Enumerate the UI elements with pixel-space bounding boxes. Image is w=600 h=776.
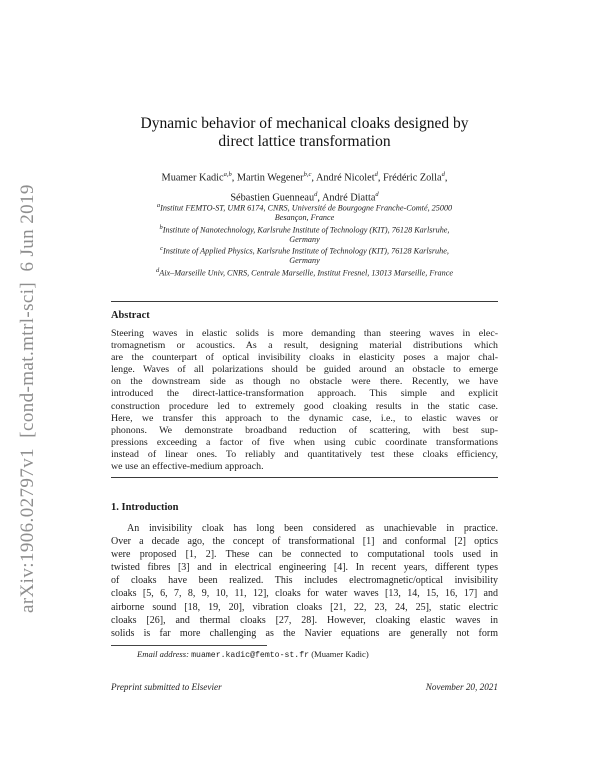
- introduction-line: solids is far more challenging as the Navier equations are generally not form: [111, 627, 498, 639]
- affiliation-line: $^a$Institut FEMTO-ST, UMR 6174, CNRS, Université de Bourgogne Franche-Comté, 25000: [156, 202, 453, 213]
- abstract-line: tromagnetism or acoustics. As a result, designing material distributions which: [111, 340, 498, 352]
- email-address: muamer.kadic@femto-st.fr: [191, 651, 310, 660]
- introduction-line: airborne sound [18, 19, 20], vibration cloaks [21, 22, 23, 24, 25], static electric: [111, 601, 498, 613]
- abstract-line: are the counterpart of optical invisibility cloaks in elasticity poses a major chal-: [111, 352, 498, 364]
- affiliation-superscript: b: [159, 223, 163, 231]
- author-name: , André Nicolet: [311, 172, 375, 184]
- author-affiliation-superscript: d: [375, 191, 379, 199]
- title-line-1: Dynamic behavior of mechanical cloaks designed by: [140, 115, 469, 132]
- footer-date: November 20, 2021: [425, 682, 498, 692]
- author-line: [111, 166, 498, 186]
- email-name-suffix: (Muamer Kadic): [309, 649, 369, 659]
- footer-journal: Preprint submitted to Elsevier: [111, 682, 222, 692]
- abstract-line: Here, we transfer this approach to the dynamic case, i.e., to elastic waves or: [111, 412, 498, 424]
- abstract-line: we use an effective-medium approach.: [111, 461, 264, 473]
- author-affiliation-superscript: b,c: [303, 171, 312, 178]
- section-heading-introduction: 1. Introduction: [111, 502, 179, 513]
- footnote-rule: [111, 645, 267, 646]
- abstract-line: introduced the direct-lattice-transformation approach. This simple and explicit: [111, 388, 498, 400]
- author-affiliation-superscript: a,b: [223, 171, 232, 178]
- author-name: Muamer Kadic: [161, 172, 224, 184]
- abstract-line: instead of linear ones. To reliably and quantitatively test these cloaks efficiency,: [111, 448, 498, 460]
- introduction-line: twisted fibres [3] and in electrical engineering [4]. In recent years, different types: [111, 562, 498, 574]
- introduction-line: An invisibility cloak has long been considered as unachievable in practice.: [127, 523, 498, 534]
- abstract-line: pressions exceeding a factor of five when using cubic coordinate transformations: [111, 436, 498, 448]
- introduction-line: cloaks [5, 6, 7, 8, 9, 10, 11, 12], cloaks for water waves [13, 14, 15, 16, 17] and: [111, 588, 498, 600]
- introduction-line: cloaks [26], and thermal cloaks [27, 28]. However, cloaking elastic waves in: [111, 614, 498, 626]
- introduction-line: Over a decade ago, the concept of transformational [1] and conformal [2] optics: [111, 536, 498, 548]
- abstract-bottom-rule: [111, 477, 498, 478]
- introduction-text: [111, 522, 498, 640]
- affiliation-line: Besançon, France: [274, 213, 335, 223]
- introduction-line: were proposed [1, 2]. These can be connected to computational tools used in: [111, 549, 498, 561]
- affiliation-line: Germany: [289, 256, 320, 266]
- affiliation-line: $^d$Aix–Marseille Univ, CNRS, Centrale Marseille, Institut Fresnel, 13013 Marseille, France: [155, 266, 454, 278]
- author-name: , Frédéric Zolla: [377, 172, 442, 184]
- title-line-2: direct lattice transformation: [218, 133, 391, 150]
- author-name: ,: [444, 172, 448, 184]
- affiliation-line: $^c$Institute of Applied Physics, Karlsruhe Institute of Technology (KIT), 76128 Karlsruhe,: [160, 245, 449, 256]
- author-name: Sébastien Guenneau: [230, 192, 315, 204]
- affiliation-superscript: c: [160, 245, 163, 253]
- affiliation-superscript: a: [156, 202, 161, 209]
- email-footnote: [111, 649, 498, 660]
- introduction-line: of cloaks have been realized. This includes electromagnetic/optical invisibility: [111, 575, 498, 587]
- arxiv-watermark: arXiv:1906.02797v1 [cond-mat.mtrl-sci] 6 Jun 2019: [17, 184, 38, 613]
- email-label: Email address:: [137, 649, 189, 659]
- abstract-text: [111, 328, 498, 473]
- affiliation-line: $^b$Institute of Nanotechnology, Karlsruhe Institute of Technology (KIT), 76128 Karlsruhe,: [159, 223, 450, 235]
- abstract-heading: Abstract: [111, 310, 150, 321]
- abstract-line: lenge. Waves of all polarizations should be guided around an obstacle to emerge: [111, 364, 498, 376]
- author-affiliation-superscript: d: [314, 191, 318, 199]
- affiliation-line: Germany: [289, 234, 320, 244]
- page-footer: [111, 682, 498, 692]
- paper-title: [111, 115, 498, 151]
- abstract-line: phonons. We demonstrate broadband reduction of scattering, with best sup-: [111, 424, 498, 436]
- author-affiliation-superscript: d: [374, 171, 378, 178]
- abstract-top-rule: [111, 301, 498, 302]
- abstract-line: on the downstream side as though no obstacle were there. Recently, we have: [111, 376, 498, 388]
- abstract-line: Steering waves in elastic solids is more demanding than steering waves in elec-: [111, 328, 498, 339]
- affiliation-list: [111, 201, 498, 278]
- abstract-line: construction procedure led to extremely good cloaking results in the static case.: [111, 400, 498, 412]
- author-name: , André Diatta: [317, 192, 376, 204]
- author-name: , Martin Wegener: [231, 172, 304, 184]
- author-affiliation-superscript: d: [441, 171, 445, 178]
- affiliation-superscript: d: [155, 266, 160, 274]
